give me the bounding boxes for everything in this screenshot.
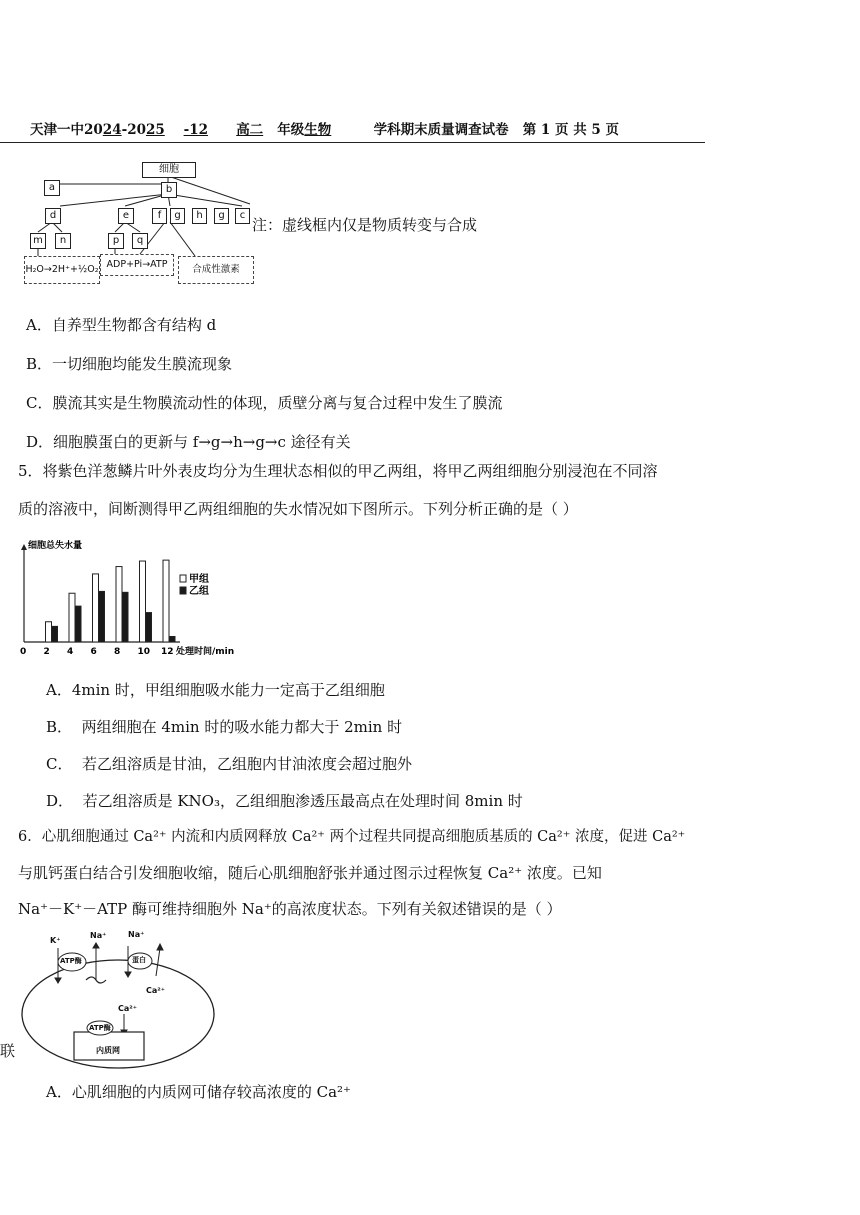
bar-jia-2	[46, 622, 52, 642]
process-box-m: H₂O→2H⁺+½O₂	[24, 256, 100, 284]
q5-option-b: B． 两组细胞在 4min 时的吸水能力都大于 2min 时	[46, 718, 403, 736]
chart-svg	[12, 538, 272, 662]
node-m: m	[30, 233, 46, 249]
bar-yi-8	[122, 592, 128, 642]
diagram-note: 注：虚线框内仅是物质转变与合成	[252, 216, 478, 234]
node-b: b	[161, 182, 177, 198]
k-ion-label: K⁺	[50, 936, 61, 945]
q6-stem-line3: Na⁺－K⁺－ATP 酶可维持细胞外 Na⁺的高浓度状态。下列有关叙述错误的是（ ）	[18, 900, 562, 918]
node-c: c	[235, 208, 250, 224]
node-p: p	[108, 233, 124, 249]
node-h: h	[192, 208, 207, 224]
q4-option-a: A．自养型生物都含有结构 d	[26, 316, 217, 334]
bar-yi-6	[99, 591, 105, 642]
q6-option-a: A．心肌细胞的内质网可储存较高浓度的 Ca²⁺	[46, 1083, 351, 1101]
school-name: 天津一中	[30, 122, 84, 138]
header-rule	[0, 142, 705, 143]
x-tick-label: 4	[67, 647, 74, 657]
grade: 高二	[236, 122, 264, 138]
q5-stem-line2: 质的溶液中，间断测得甲乙两组细胞的失水情况如下图所示。下列分析正确的是（ ）	[18, 500, 578, 518]
bar-jia-10	[140, 561, 146, 642]
node-n: n	[55, 233, 71, 249]
q6-stem-line1: 6．心肌细胞通过 Ca²⁺ 内流和内质网释放 Ca²⁺ 两个过程共同提高细胞质基质的 Ca²⁺ 浓度，促进 Ca²⁺	[18, 829, 686, 845]
bar-yi-10	[146, 613, 152, 642]
na-ion-label-1: Na⁺	[90, 931, 107, 940]
water-loss-chart	[12, 538, 272, 662]
protein-label: 蛋白	[132, 956, 146, 964]
x-tick-label: 6	[90, 647, 97, 657]
cell-root-box: 细胞	[142, 162, 196, 178]
node-d: d	[45, 208, 61, 224]
x-tick-label: 12	[161, 647, 174, 657]
atp-enzyme-label-1: ATP酶	[60, 957, 82, 965]
y-axis-label: 细胞总失水量	[28, 541, 83, 551]
legend-label: 甲组	[189, 574, 209, 585]
x-tick-label: 8	[114, 647, 121, 657]
y-axis-arrow	[21, 544, 27, 550]
legend-swatch	[180, 587, 186, 594]
process-box-p: ADP+Pi→ATP	[100, 254, 174, 276]
node-q: q	[132, 233, 148, 249]
page-info: 第 1 页 共 5 页	[522, 122, 620, 138]
q4-option-d: D．细胞膜蛋白的更新与 f→g→h→g→c 途径有关	[26, 433, 351, 451]
q5-option-c: C． 若乙组溶质是甘油，乙组胞内甘油浓度会超过胞外	[46, 755, 413, 773]
x-tick-label: 0	[20, 647, 27, 657]
x-tick-label: 2	[43, 647, 50, 657]
node-e: e	[118, 208, 134, 224]
q5-option-d: D． 若乙组溶质是 KNO₃，乙组细胞渗透压最高点在处理时间 8min 时	[46, 792, 523, 810]
bar-jia-12	[163, 560, 169, 642]
margin-fragment: 联	[0, 1042, 16, 1060]
ca-ion-label-1: Ca²⁺	[146, 986, 165, 995]
q5-stem-line1: 5．将紫色洋葱鳞片叶外表皮均分为生理状态相似的甲乙两组，将甲乙两组细胞分别浸泡在不同溶	[18, 462, 658, 480]
q6-stem-line2: 与肌钙蛋白结合引发细胞收缩，随后心肌细胞舒张并通过图示过程恢复 Ca²⁺ 浓度。已知	[18, 864, 602, 882]
atp-enzyme-label-2: ATP酶	[89, 1024, 111, 1032]
ca-ion-label-2: Ca²⁺	[118, 1004, 137, 1013]
node-f: f	[152, 208, 167, 224]
membrane-flow-diagram	[20, 158, 620, 288]
node-a: a	[44, 180, 60, 196]
q5-option-a: A．4min 时，甲组细胞吸水能力一定高于乙组细胞	[46, 681, 385, 699]
subject: 生物	[304, 122, 332, 138]
process-box-f: 合成性激素	[178, 256, 254, 284]
er-label: 内质网	[96, 1046, 120, 1055]
bar-jia-8	[116, 567, 122, 642]
bar-yi-2	[52, 626, 58, 642]
q4-option-c: C．膜流其实是生物膜流动性的体现，质壁分离与复合过程中发生了膜流	[26, 394, 503, 412]
x-tick-label: 10	[137, 647, 151, 657]
bar-yi-12	[169, 636, 175, 642]
bar-yi-4	[75, 606, 81, 642]
node-g2: g	[214, 208, 229, 224]
na-ion-label-2: Na⁺	[128, 930, 145, 939]
cell-diagram-svg	[14, 928, 244, 1070]
x-axis-label: 处理时间/min	[176, 647, 235, 657]
exam-title: 学科期末质量调查试卷	[373, 122, 509, 138]
bar-jia-6	[93, 574, 99, 642]
legend-label: 乙组	[189, 586, 209, 597]
q4-option-b: B．一切细胞均能发生膜流现象	[26, 355, 233, 373]
bar-jia-4	[69, 593, 75, 642]
cardiac-cell-diagram	[14, 928, 244, 1070]
node-g1: g	[170, 208, 185, 224]
legend-swatch	[180, 575, 186, 582]
exam-header: 天津一中2024-2025 -12 高二 年级生物 学科期末质量调查试卷 第 1 页 共 5 页	[30, 122, 620, 138]
